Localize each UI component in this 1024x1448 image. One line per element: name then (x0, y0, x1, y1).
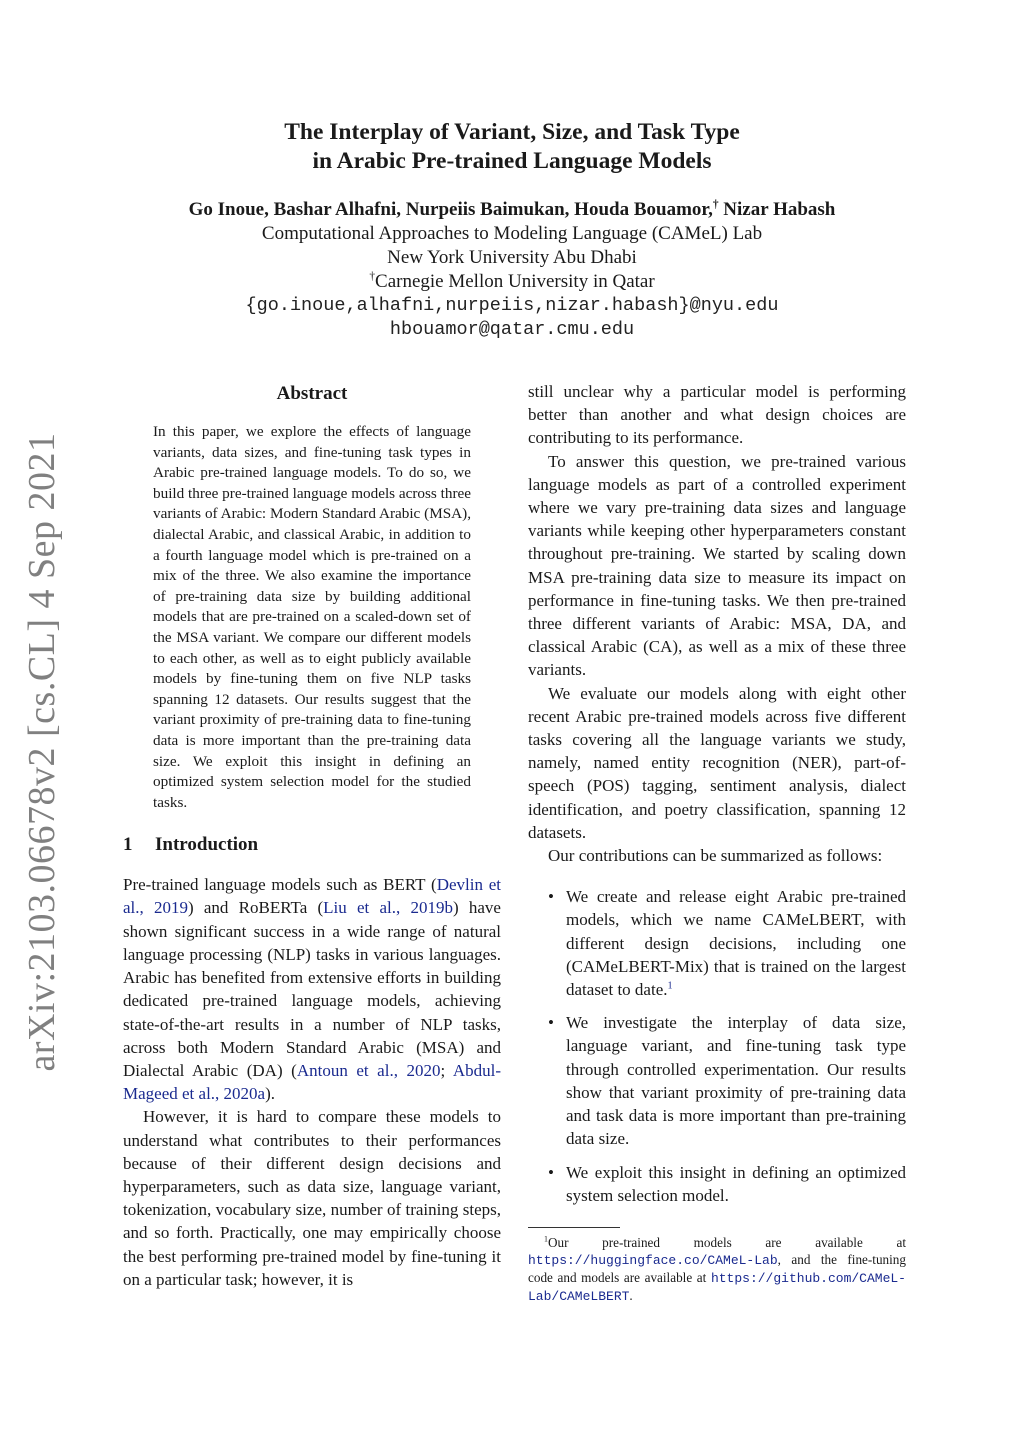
paper-title (0, 118, 1024, 176)
email-nyu[interactable]: {go.inoue,alhafni,nurpeiis,nizar.habash}@nyu.edu (245, 295, 779, 316)
arxiv-identifier: arXiv:2103.06678v2 [cs.CL] 4 Sep 2021 (21, 432, 63, 1072)
arxiv-sidebar (12, 432, 72, 1072)
dagger-mark-affil: † (369, 270, 376, 283)
list-item (528, 885, 906, 1001)
author-names-last: Nizar Habash (718, 199, 836, 220)
bullet-icon: • (548, 1162, 554, 1182)
abstract-heading: Abstract (276, 383, 348, 404)
affiliation-cmu-qatar (0, 270, 1024, 294)
footnote-text-c: . (629, 1287, 633, 1303)
affiliation-cmu-text: Carnegie Mellon University in Qatar (375, 271, 655, 292)
dagger-mark: † (712, 198, 719, 211)
citation-antoun-2020[interactable]: Antoun et al., 2020 (296, 1060, 441, 1080)
intro-p1-separator: ; (440, 1060, 453, 1080)
footnote-text-a: Our pre-trained models are available at (547, 1234, 906, 1250)
title-line-2: in Arabic Pre-trained Language Models (312, 148, 712, 174)
email-cmu[interactable]: hbouamor@qatar.cmu.edu (389, 319, 635, 340)
github-link[interactable]: https://github.com/CAMeL-Lab/CAMeLBERT (528, 1270, 906, 1304)
intro-p1-text-d: ). (265, 1084, 276, 1104)
intro-paragraph-3: To answer this question, we pre-trained various language models as part of a controlled experiment where we vary pre-training data sizes and language variants while keeping other hyperparameters constant throughout pre-training. We started by scaling down MSA pre-training data size to measure its impact on performance in fine-tuning tasks. We then pre-trained three different variants of Arabic: MSA, DA, and classical Arabic (CA), as well as a mix of these three variants. (528, 451, 906, 680)
right-column (528, 380, 906, 1305)
affiliation-camel-lab: Computational Approaches to Modeling Language (CAMeL) Lab (261, 223, 763, 244)
footnote-ref-1[interactable]: 1 (667, 980, 673, 992)
footnote-1 (528, 1234, 906, 1305)
footnote-text-b: , and the fine-tuning code and models are available at (528, 1251, 906, 1285)
title-line-1: The Interplay of Variant, Size, and Task Type (284, 119, 740, 145)
footnote-divider (528, 1227, 620, 1228)
contribution-1-text: We create and release eight Arabic pre-trained models, which we name CAMeLBERT, with different design decisions, including one (CAMeLBERT-Mix) that is trained on the largest dataset to date. (566, 887, 906, 1000)
affiliation-nyuad: New York University Abu Dhabi (387, 247, 637, 268)
intro-paragraph-1 (123, 873, 501, 1105)
bullet-icon: • (548, 1013, 554, 1033)
contribution-3-text: We exploit this insight in defining an optimized system selection model. (566, 1162, 906, 1205)
footnote-mark: 1 (544, 1234, 548, 1244)
contribution-2-text: We investigate the interplay of data size, language variant, and fine-tuning task type through controlled experimentation. Our results show that variant proximity of pre-training data and task data is more important than pre-training data size. (566, 1013, 906, 1149)
intro-p1-text-a: Pre-trained language models such as BERT ( (123, 875, 437, 895)
intro-paragraph-2: However, it is hard to compare these models to understand what contributes to their performances because of their different design decisions and hyperparameters, such as data size, language variant, tokenization, vocabulary size, number of training steps, and so forth. Practically, one may empirically choose the best performing pre-trained model by fine-tuning it on a particular task; however, it is (123, 1107, 501, 1289)
huggingface-link[interactable]: https://huggingface.co/CAMeL-Lab (528, 1252, 778, 1268)
list-item (528, 1161, 906, 1207)
author-names (0, 198, 1024, 222)
author-block (0, 198, 1024, 342)
intro-paragraph-2-continued: still unclear why a particular model is performing better than another and what design choices are contributing to its performance. (528, 382, 906, 448)
introduction-heading (123, 833, 501, 857)
citation-devlin-2019[interactable]: Devlin et al., 2019 (123, 875, 501, 918)
section-number: 1 (123, 834, 133, 856)
intro-paragraph-4: We evaluate our models along with eight other recent Arabic pre-trained models across five different tasks covering all the language variants we study, namely, named entity recognition (NER), part-of-speech (POS) tagging, sentiment analysis, dialect identification, and poetry classification, spanning 12 datasets. (528, 683, 906, 842)
intro-p1-text-b: ) and RoBERTa ( (188, 898, 324, 918)
list-item (528, 1011, 906, 1150)
section-title: Introduction (155, 834, 259, 856)
abstract-body: In this paper, we explore the effects of language variants, data sizes, and fine-tuning task types in Arabic pre-trained language models. To do so, we build three pre-trained language models across three variants of Arabic: Modern Standard Arabic (MSA), dialectal Arabic, and classical Arabic, in addition to a fourth language model which is pre-trained on a mix of the three. We also examine the importance of pre-training data size by building additional models that are pre-trained on a scaled-down set of the MSA variant. We compare our different models to each other, as well as to eight publicly available models by fine-tuning them on five NLP tasks spanning 12 datasets. Our results suggest that the variant proximity of pre-training data to fine-tuning data is more important than the pre-training data size. We exploit this insight in defining an optimized system selection model for the studied tasks. (153, 423, 471, 811)
contributions-list (528, 885, 906, 1207)
intro-p1-text-c: ) have shown significant success in a wide range of natural language processing (NLP) tasks in various languages. Arabic has benefited from extensive efforts in building dedicated pre-trained language models, achieving state-of-the-art results in a number of NLP tasks, across both Modern Standard Arabic (MSA) and Dialectal Arabic (DA) ( (123, 898, 501, 1080)
intro-paragraph-5: Our contributions can be summarized as follows: (548, 846, 883, 866)
citation-liu-2019b[interactable]: Liu et al., 2019b (323, 898, 453, 918)
left-column (123, 380, 501, 1291)
citation-abdul-mageed-2020a[interactable]: Abdul-Mageed et al., 2020a (123, 1060, 501, 1104)
bullet-icon: • (548, 887, 554, 907)
author-names-main: Go Inoue, Bashar Alhafni, Nurpeiis Baimukan, Houda Bouamor, (188, 199, 713, 220)
